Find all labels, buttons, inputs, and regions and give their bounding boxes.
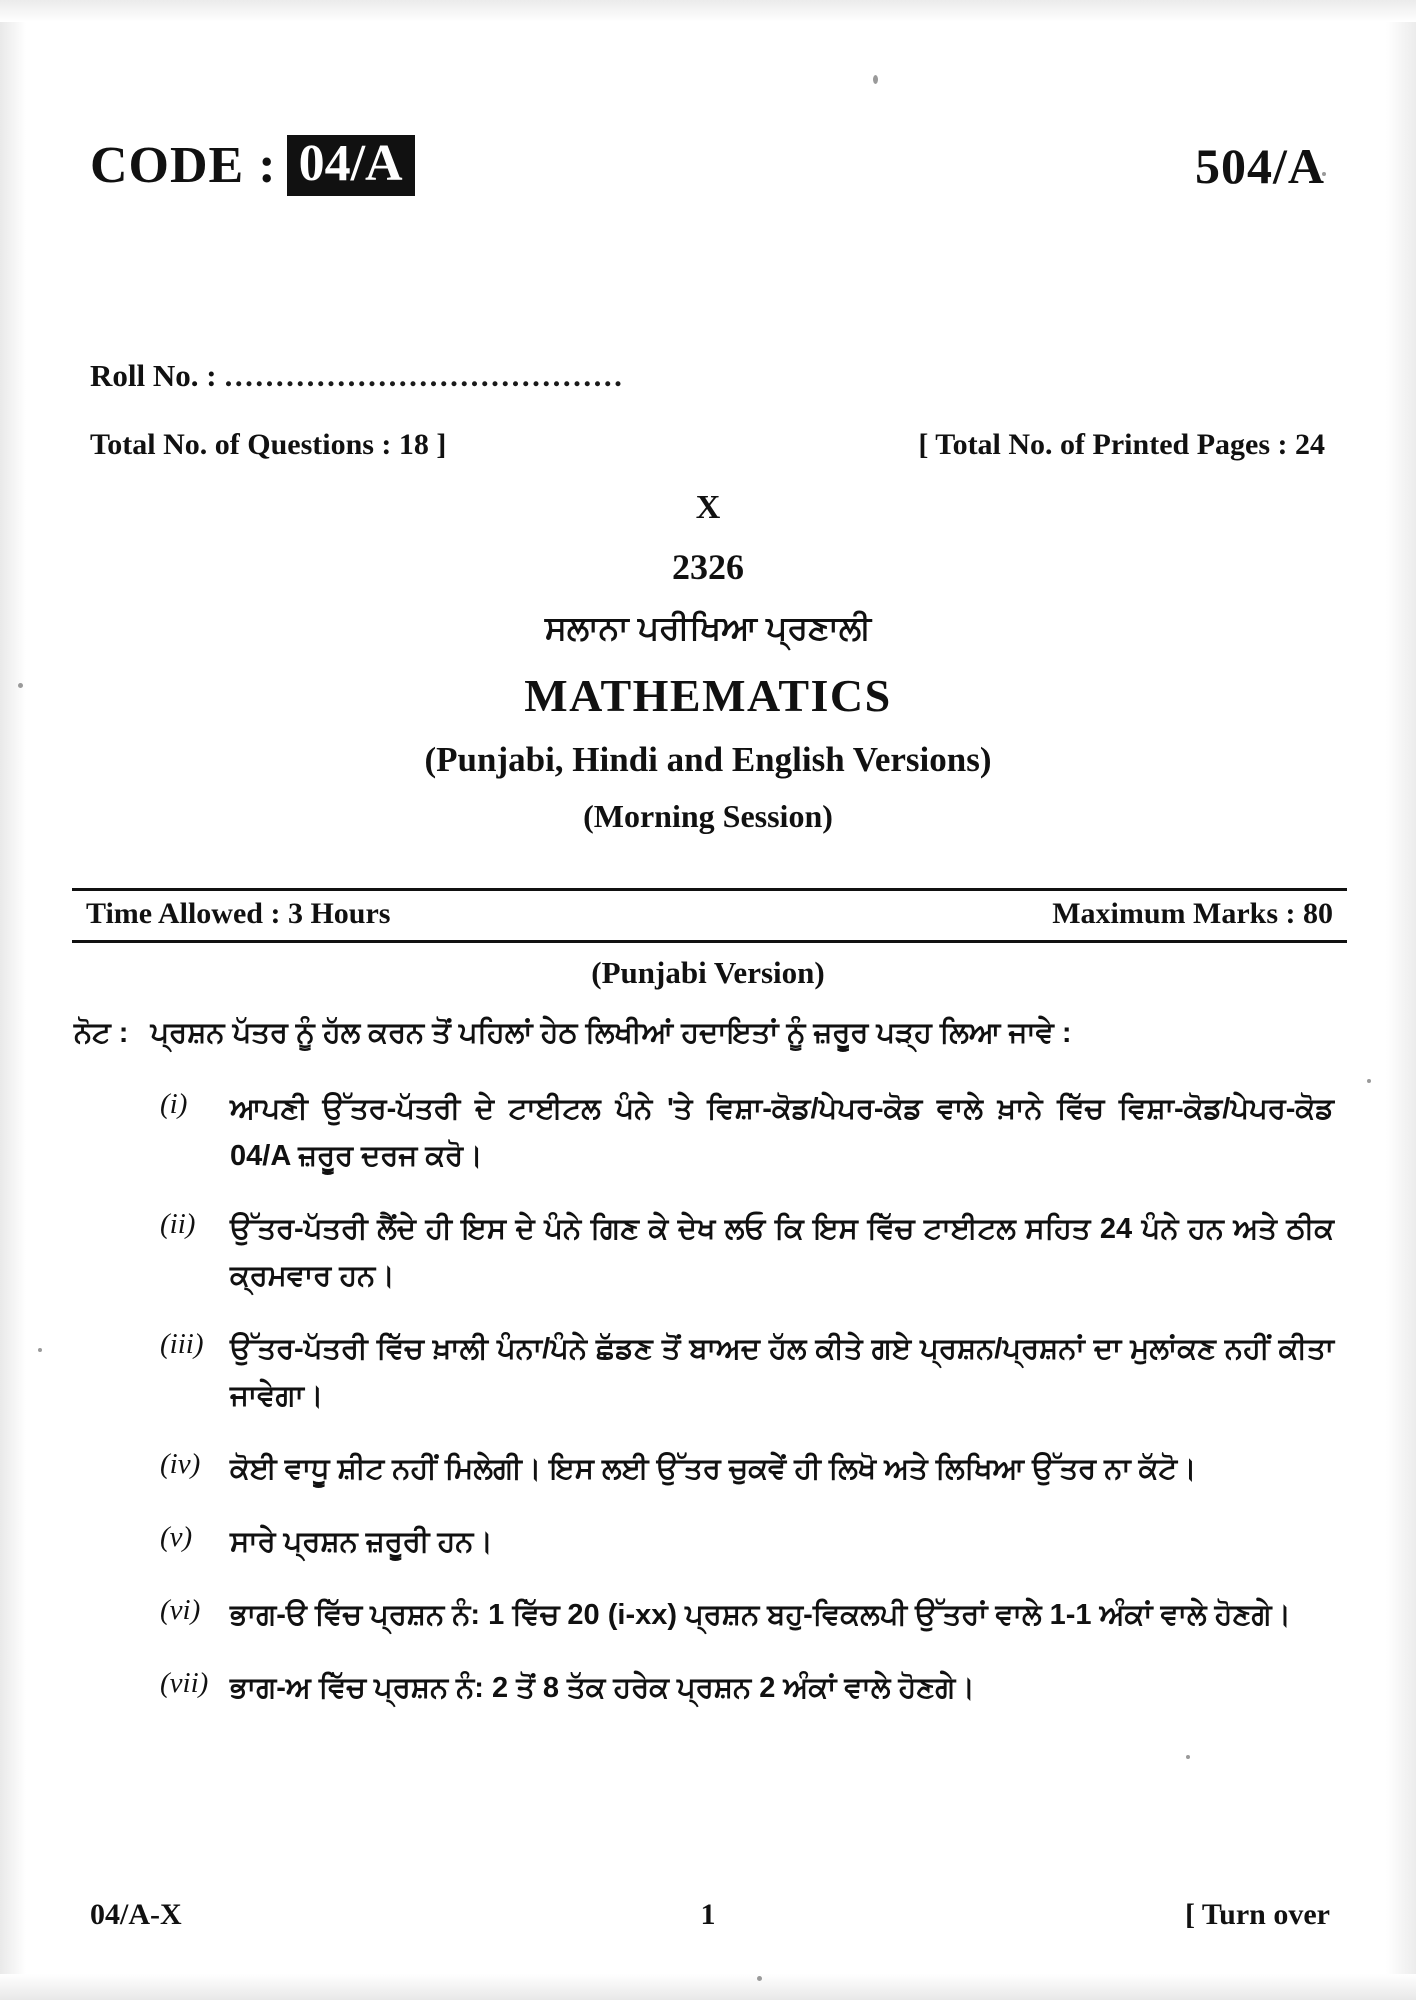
instruction-text: ਭਾਗ-ੳ ਵਿੱਚ ਪ੍ਰਸ਼ਨ ਨੰ: 1 ਵਿੱਚ 20 (i-xx) ਪ੍ਰਸ਼ਨ ਬਹੁ-ਵਿਕਲਪੀ ਉੱਤਰਾਂ ਵਾਲੇ 1-1 ਅੰਕਾਂ ਵਾਲੇ ਹੋਣਗੇ। [230,1598,1292,1631]
instruction-number: (ii) [160,1207,196,1240]
roll-no-row [90,358,624,394]
instruction-number: (iv) [160,1447,201,1480]
instruction-text: ਆਪਣੀ ਉੱਤਰ-ਪੱਤਰੀ ਦੇ ਟਾਈਟਲ ਪੰਨੇ 'ਤੇ ਵਿਸ਼ਾ-ਕੋਡ/ਪੇਪਰ-ਕੋਡ ਵਾਲੇ ਖ਼ਾਨੇ ਵਿੱਚ ਵਿਸ਼ਾ-ਕੋਡ/ਪੇਪਰ-ਕੋਡ 04/A ਜ਼ਰੂਰ ਦਰਜ ਕਰੋ। [230,1093,1334,1172]
paper-serial-number: 2326 [672,546,744,587]
code-header [90,135,1325,196]
time-marks-bar [72,888,1347,943]
instruction-item [160,1086,1340,1180]
roll-no-label: Roll No. : [90,358,217,393]
instruction-number: (iii) [160,1327,204,1360]
instruction-text: ਭਾਗ-ਅ ਵਿੱਚ ਪ੍ਰਸ਼ਨ ਨੰ: 2 ਤੋਂ 8 ਤੱਕ ਹਰੇਕ ਪ੍ਰਸ਼ਨ 2 ਅੰਕਾਂ ਵਾਲੇ ਹੋਣਗੇ। [230,1671,975,1704]
punjabi-version-heading: (Punjabi Version) [591,955,825,990]
versions-line: (Punjabi, Hindi and English Versions) [424,739,992,779]
code-value-box: 04/A [287,135,415,196]
session-line: (Morning Session) [583,797,833,834]
code-label: CODE : [90,137,277,195]
instruction-item [160,1326,1340,1420]
total-printed-pages: [ Total No. of Printed Pages : 24 [918,428,1325,461]
instruction-text: ਉੱਤਰ-ਪੱਤਰੀ ਵਿੱਚ ਖ਼ਾਲੀ ਪੰਨਾ/ਪੰਨੇ ਛੱਡਣ ਤੋਂ ਬਾਅਦ ਹੱਲ ਕੀਤੇ ਗਏ ਪ੍ਰਸ਼ਨ/ਪ੍ਰਸ਼ਨਾਂ ਦਾ ਮੁਲਾਂਕਣ ਨਹੀਂ ਕੀਤਾ ਜਾਵੇਗਾ। [230,1332,1334,1412]
class-label: X [695,489,721,526]
footer-paper-code: 04/A-X [90,1898,182,1931]
note-label: ਨੋਟ : [74,1017,129,1049]
total-questions: Total No. of Questions : 18 ] [90,428,447,461]
instruction-text: ਕੋਈ ਵਾਧੂ ਸ਼ੀਟ ਨਹੀਂ ਮਿਲੇਗੀ। ਇਸ ਲਈ ਉੱਤਰ ਚੁਕਵੇਂ ਹੀ ਲਿਖੋ ਅਤੇ ਲਿਖਿਆ ਉੱਤਰ ਨਾ ਕੱਟੋ। [230,1452,1197,1485]
maximum-marks: Maximum Marks : 80 [1052,897,1333,930]
instruction-number: (i) [160,1088,188,1120]
instruction-item [160,1592,1340,1639]
instruction-number: (v) [160,1520,193,1553]
code-group [90,135,415,196]
roll-no-blank[interactable]: ....................................... [224,358,625,393]
instruction-item [160,1206,1340,1300]
footer-turn-over: [ Turn over [1184,1898,1330,1931]
exam-system-punjabi: ਸਲਾਨਾ ਪਰੀਖਿਆ ਪ੍ਰਣਾਲੀ [544,608,872,646]
instructions-list [160,1086,1340,1738]
instruction-text: ਉੱਤਰ-ਪੱਤਰੀ ਲੈਂਦੇ ਹੀ ਇਸ ਦੇ ਪੰਨੇ ਗਿਣ ਕੇ ਦੇਖ ਲਓ ਕਿ ਇਸ ਵਿੱਚ ਟਾਈਟਲ ਸਹਿਤ 24 ਪੰਨੇ ਹਨ ਅਤੇ ਠੀਕ ਕ੍ਰਮਵਾਰ ਹਨ। [230,1212,1334,1292]
instruction-number: (vi) [160,1593,201,1626]
instruction-number: (vii) [160,1666,209,1699]
totals-row [90,428,1325,462]
footer-page-number: 1 [700,1898,716,1931]
time-allowed: Time Allowed : 3 Hours [86,897,391,930]
instruction-item [160,1519,1340,1566]
instruction-item [160,1665,1340,1712]
instruction-text: ਸਾਰੇ ਪ੍ਰਸ਼ਨ ਜ਼ਰੂਰੀ ਹਨ। [230,1525,493,1558]
title-block [0,487,1416,835]
paper-code: 504/A [1195,137,1325,194]
subject-title: MATHEMATICS [524,669,892,721]
instruction-item [160,1446,1340,1493]
note-row [74,1012,1324,1054]
note-text: ਪ੍ਰਸ਼ਨ ਪੱਤਰ ਨੂੰ ਹੱਲ ਕਰਨ ਤੋਂ ਪਹਿਲਾਂ ਹੇਠ ਲਿਖੀਆਂ ਹਦਾਇਤਾਂ ਨੂੰ ਜ਼ਰੂਰ ਪੜ੍ਹ ਲਿਆ ਜਾਵੇ : [150,1017,1072,1049]
